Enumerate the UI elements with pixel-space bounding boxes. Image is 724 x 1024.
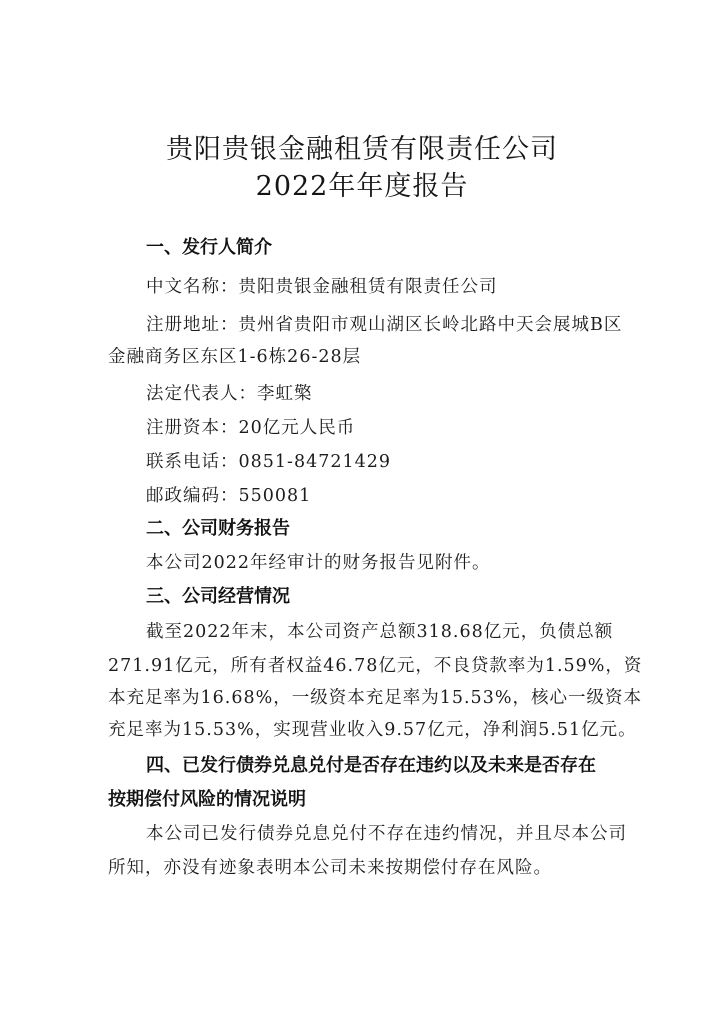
document-title: 贵阳贵银金融租赁有限责任公司 (166, 134, 558, 165)
financial-report-note: 本公司2022年经审计的财务报告见附件。 (146, 553, 491, 573)
registered-address: 注册地址：贵州省贵阳市观山湖区长岭北路中天会展城B区 (146, 315, 623, 335)
document-subtitle: 2022年年度报告 (255, 171, 469, 202)
registered-capital: 注册资本：20亿元人民币 (146, 418, 356, 438)
postal-code: 邮政编码：550081 (146, 486, 312, 506)
registered-address-cont: 金融商务区东区1-6栋26-28层 (108, 347, 362, 367)
operations-paragraph-line-3: 本充足率为16.68%，一级资本充足率为15.53%，核心一级资本 (108, 688, 642, 708)
section-heading-bond-risk: 四、已发行债券兑息兑付是否存在违约以及未来是否存在 (146, 755, 596, 776)
bond-risk-paragraph-line-2: 所知，亦没有迹象表明本公司未来按期偿付存在风险。 (108, 858, 552, 878)
operations-paragraph-line-1: 截至2022年末，本公司资产总额318.68亿元，负债总额 (146, 622, 614, 642)
operations-paragraph-line-4: 充足率为15.53%，实现营业收入9.57亿元，净利润5.51亿元。 (108, 720, 637, 740)
section-heading-bond-risk-cont: 按期偿付风险的情况说明 (108, 789, 306, 810)
section-heading-operations: 三、公司经营情况 (146, 586, 290, 607)
section-heading-financial: 二、公司财务报告 (146, 518, 290, 539)
section-heading-issuer: 一、发行人简介 (146, 237, 272, 258)
contact-phone: 联系电话：0851-84721429 (146, 452, 392, 472)
operations-paragraph-line-2: 271.91亿元，所有者权益46.78亿元，不良贷款率为1.59%，资 (108, 656, 643, 676)
bond-risk-paragraph-line-1: 本公司已发行债券兑息兑付不存在违约情况，并且尽本公司 (146, 824, 627, 844)
legal-representative: 法定代表人：李虹檠 (146, 384, 313, 404)
company-name: 中文名称：贵阳贵银金融租赁有限责任公司 (146, 277, 498, 297)
